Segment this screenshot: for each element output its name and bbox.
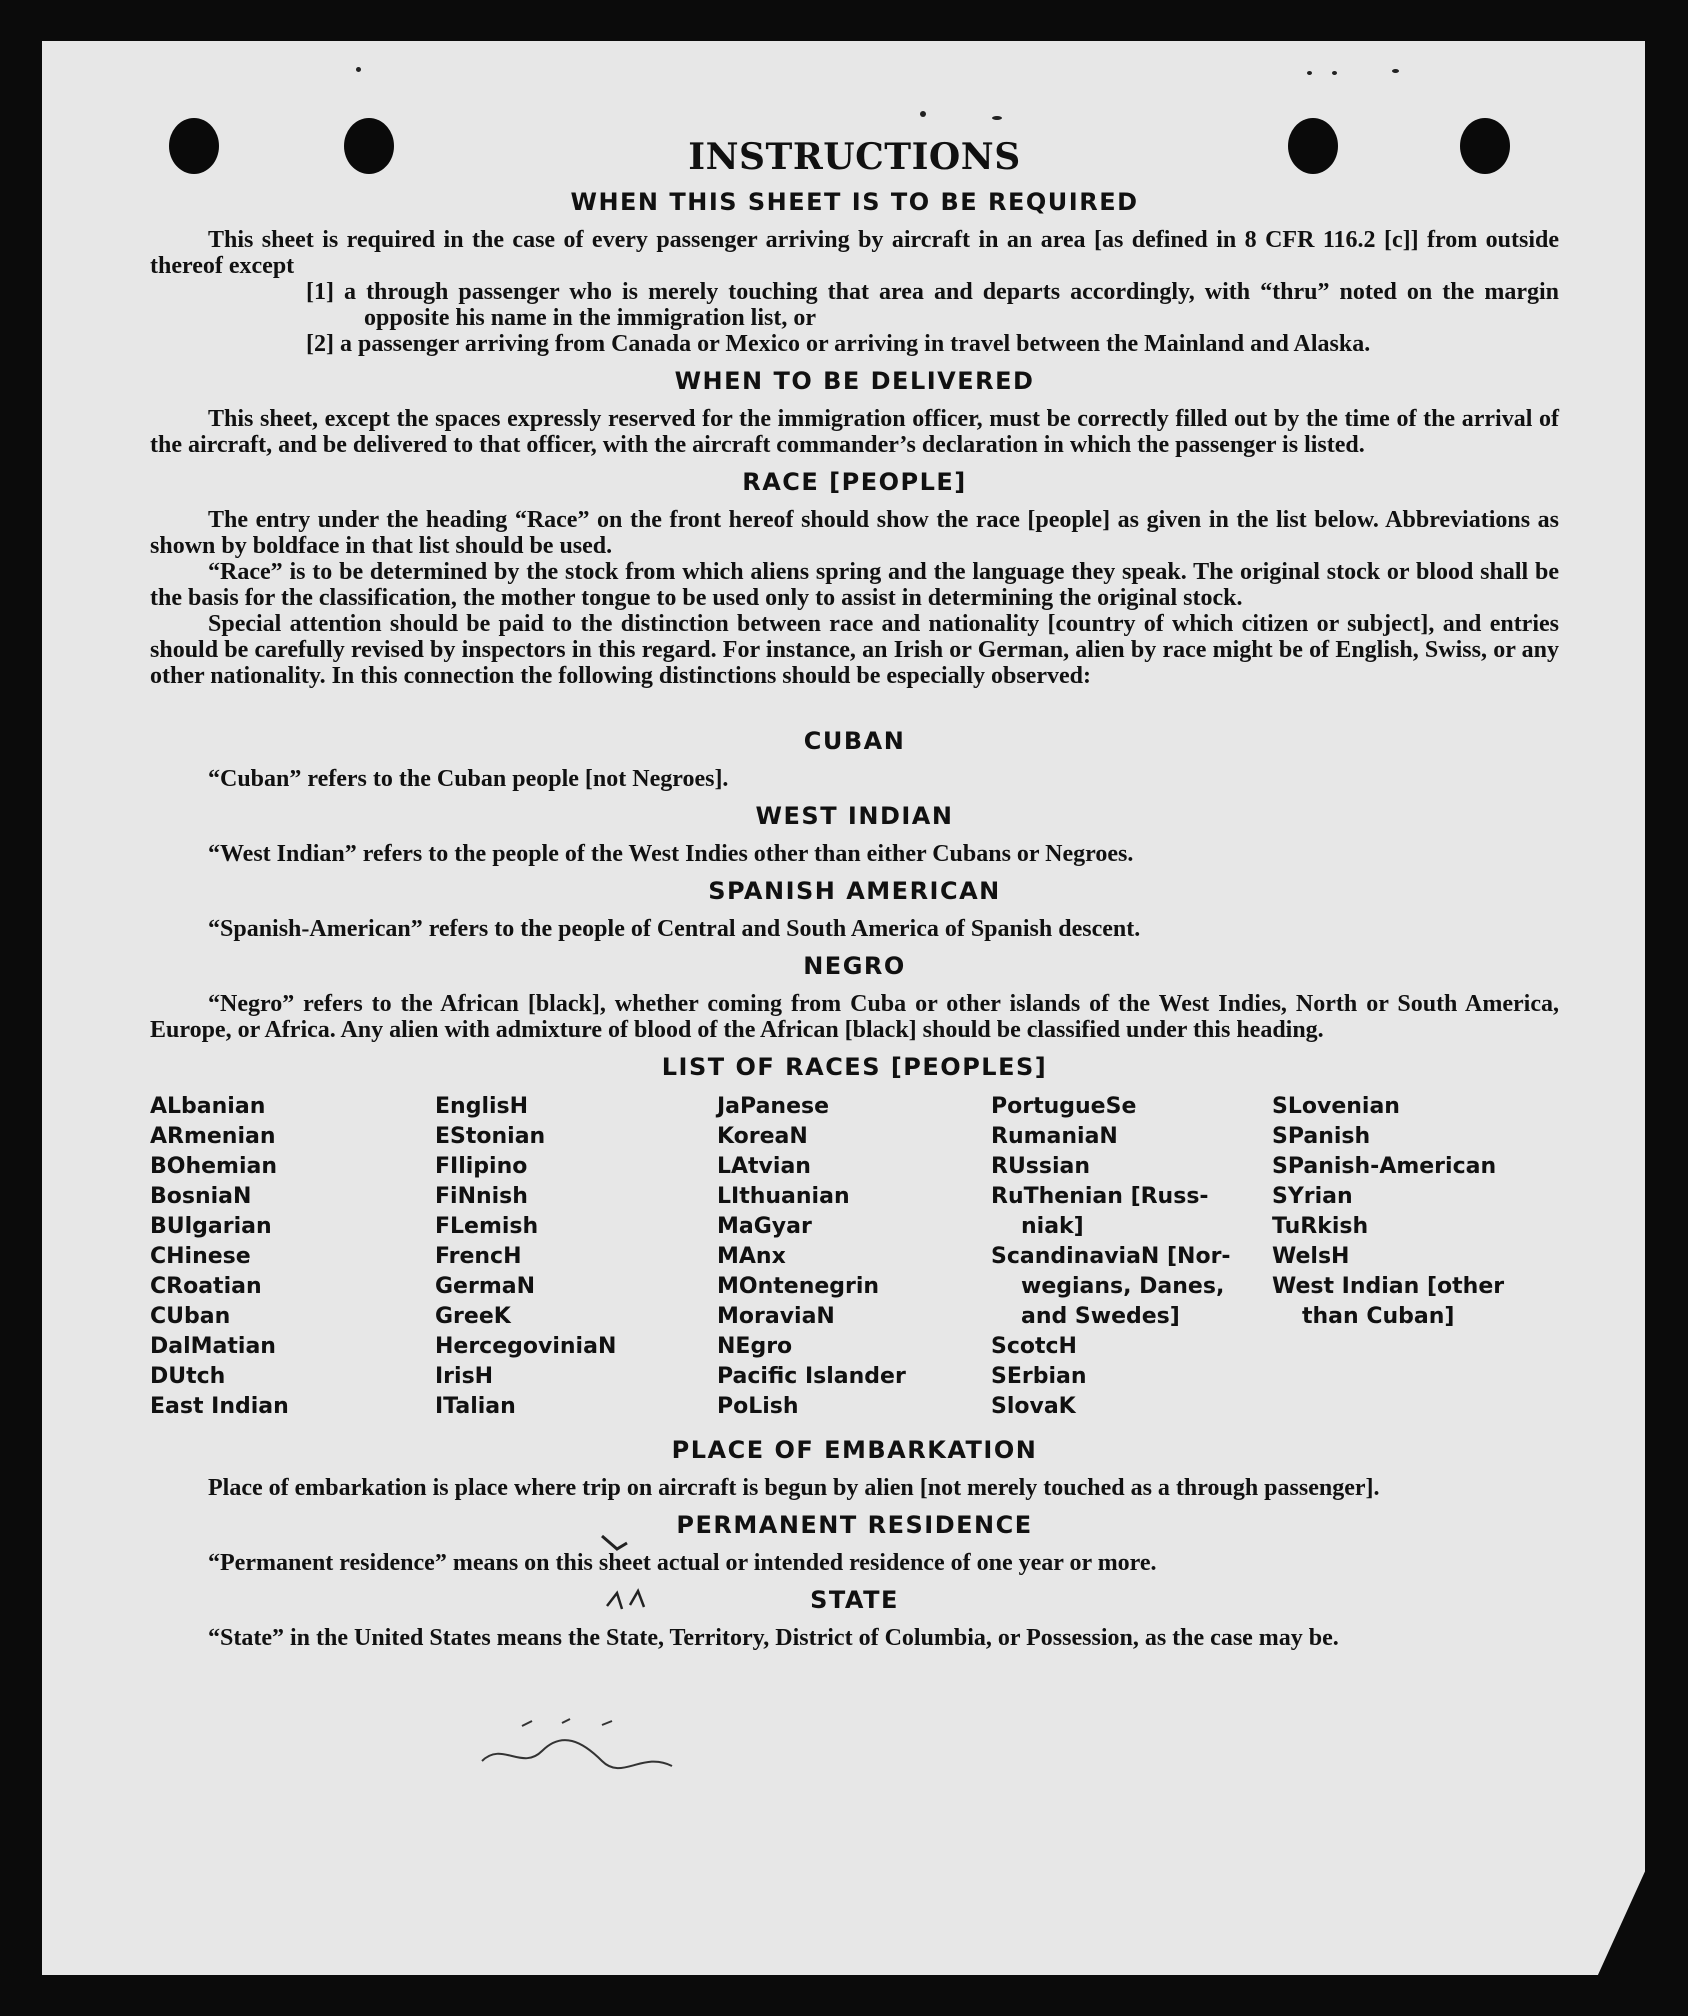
page-corner	[1597, 1867, 1647, 1977]
paragraph: “Cuban” refers to the Cuban people [not Negroes].	[208, 766, 729, 792]
punch-hole	[344, 118, 394, 174]
section-heading: STATE	[810, 1586, 899, 1614]
handwritten-mark	[602, 1581, 672, 1621]
race-entry: MOntenegrin	[717, 1274, 880, 1299]
speck	[920, 111, 926, 117]
race-entry: EStonian	[435, 1124, 546, 1149]
race-entry: LAtvian	[717, 1154, 811, 1179]
race-entry: WelsH	[1272, 1244, 1350, 1269]
race-column	[150, 1092, 435, 1422]
paragraph: “Negro” refers to the African [black], whether coming from Cuba or other islands of the West Indies, North or South America, Europe, or Africa. Any alien with admixture of blood of the African [black] should be classified under this heading.	[150, 991, 1559, 1043]
paragraph: “Spanish-American” refers to the people of Central and South America of Spanish descent.	[208, 916, 1141, 942]
race-entry: SErbian	[991, 1364, 1087, 1389]
document-page	[42, 41, 1645, 1975]
race-entry: CUban	[150, 1304, 231, 1329]
race-entry: ITalian	[435, 1394, 516, 1419]
race-entry: FLemish	[435, 1214, 539, 1239]
race-entry: PoLish	[717, 1394, 799, 1419]
race-entry: niak]	[1021, 1214, 1084, 1239]
race-entry: MaGyar	[717, 1214, 812, 1239]
section-heading: WEST INDIAN	[755, 802, 954, 830]
race-entry: SYrian	[1272, 1184, 1353, 1209]
paragraph: This sheet is required in the case of every passenger arriving by aircraft in an area [as defined in 8 CFR 116.2 [c]] from outside thereof except	[150, 227, 1559, 279]
race-entry: RUssian	[991, 1154, 1091, 1179]
race-entry: BOhemian	[150, 1154, 278, 1179]
race-entry: SlovaK	[991, 1394, 1076, 1419]
section-heading: WHEN THIS SHEET IS TO BE REQUIRED	[570, 188, 1139, 216]
race-entry: NEgro	[717, 1334, 793, 1359]
list-item: [2] a passenger arriving from Canada or Mexico or arriving in travel between the Mainland and Alaska.	[306, 331, 1371, 357]
race-entry: Pacific Islander	[717, 1364, 906, 1389]
race-entry: BUlgarian	[150, 1214, 272, 1239]
paragraph: “West Indian” refers to the people of the West Indies other than either Cubans or Negroes.	[208, 841, 1134, 867]
race-list	[150, 1092, 1559, 1422]
handwritten-mark	[597, 1531, 637, 1561]
speck	[1392, 69, 1399, 73]
race-column	[991, 1092, 1272, 1422]
race-entry: HercegoviniaN	[435, 1334, 617, 1359]
race-entry: GermaN	[435, 1274, 536, 1299]
race-column	[717, 1092, 991, 1422]
section-heading: SPANISH AMERICAN	[708, 877, 1001, 905]
section-heading: PERMANENT RESIDENCE	[676, 1511, 1033, 1539]
race-entry: JaPanese	[717, 1094, 830, 1119]
race-entry: RuThenian [Russ-	[991, 1184, 1209, 1209]
handwritten-scribble	[462, 1711, 702, 1791]
speck	[1332, 71, 1337, 75]
punch-hole	[169, 118, 219, 174]
paragraph: Special attention should be paid to the distinction between race and nationality [country of which citizen or subject], and entries should be carefully revised by inspectors in this regard. For instance, an Irish or German, alien by race might be of English, Swiss, or any other nationality. In this connection the following distinctions should be especially observed:	[150, 611, 1559, 689]
section-heading: NEGRO	[803, 952, 906, 980]
race-entry: RumaniaN	[991, 1124, 1118, 1149]
race-entry: DUtch	[150, 1364, 226, 1389]
race-entry: East Indian	[150, 1394, 289, 1419]
race-entry: DalMatian	[150, 1334, 276, 1359]
punch-hole	[1288, 118, 1338, 174]
race-entry: ScandinaviaN [Nor-	[991, 1244, 1231, 1269]
race-entry: ARmenian	[150, 1124, 276, 1149]
paragraph: “Race” is to be determined by the stock from which aliens spring and the language they speak. The original stock or blood shall be the basis for the classification, the mother tongue to be used only to assist in determining the original stock.	[150, 559, 1559, 611]
list-item: [1] a through passenger who is merely touching that area and departs accordingly, with “thru” noted on the margin opposite his name in the immigration list, or	[306, 279, 1559, 331]
paragraph: Place of embarkation is place where trip on aircraft is begun by alien [not merely touched as a through passenger].	[208, 1475, 1380, 1501]
paragraph: The entry under the heading “Race” on the front hereof should show the race [people] as given in the list below. Abbreviations as shown by boldface in that list should be used.	[150, 507, 1559, 559]
section-heading: LIST OF RACES [PEOPLES]	[661, 1053, 1048, 1081]
race-entry: West Indian [other	[1272, 1274, 1505, 1299]
race-entry: CHinese	[150, 1244, 251, 1269]
paragraph: “State” in the United States means the State, Territory, District of Columbia, or Possession, as the case may be.	[208, 1625, 1339, 1651]
race-entry: EnglisH	[435, 1094, 529, 1119]
punch-hole	[1460, 118, 1510, 174]
race-entry: FrencH	[435, 1244, 522, 1269]
race-entry: ALbanian	[150, 1094, 266, 1119]
race-entry: and Swedes]	[1021, 1304, 1180, 1329]
race-entry: PortugueSe	[991, 1094, 1137, 1119]
race-column	[435, 1092, 717, 1422]
speck	[356, 67, 361, 72]
race-entry: IrisH	[435, 1364, 494, 1389]
section-heading: PLACE OF EMBARKATION	[671, 1436, 1038, 1464]
race-entry: MoraviaN	[717, 1304, 835, 1329]
race-entry: GreeK	[435, 1304, 511, 1329]
race-entry: ScotcH	[991, 1334, 1077, 1359]
race-entry: BosniaN	[150, 1184, 252, 1209]
race-column	[1272, 1092, 1552, 1422]
race-entry: FIlipino	[435, 1154, 528, 1179]
race-entry: TuRkish	[1272, 1214, 1369, 1239]
paragraph: This sheet, except the spaces expressly reserved for the immigration officer, must be correctly filled out by the time of the arrival of the aircraft, and be delivered to that officer, with the aircraft commander’s declaration in which the passenger is listed.	[150, 406, 1559, 458]
paragraph: “Permanent residence” means on this sheet actual or intended residence of one year or more.	[208, 1550, 1157, 1576]
page-title: INSTRUCTIONS	[688, 136, 1021, 178]
section-heading: RACE [PEOPLE]	[742, 468, 967, 496]
race-entry: CRoatian	[150, 1274, 262, 1299]
race-entry: wegians, Danes,	[1021, 1274, 1225, 1299]
race-entry: LIthuanian	[717, 1184, 850, 1209]
race-entry: KoreaN	[717, 1124, 808, 1149]
race-entry: MAnx	[717, 1244, 786, 1269]
speck	[992, 116, 1002, 120]
race-entry: FiNnish	[435, 1184, 528, 1209]
race-entry: SPanish	[1272, 1124, 1371, 1149]
section-heading: CUBAN	[803, 727, 906, 755]
race-entry: SPanish-American	[1272, 1154, 1497, 1179]
speck	[1307, 71, 1312, 75]
race-entry: than Cuban]	[1302, 1304, 1455, 1329]
section-heading: WHEN TO BE DELIVERED	[674, 367, 1035, 395]
race-entry: SLovenian	[1272, 1094, 1400, 1119]
